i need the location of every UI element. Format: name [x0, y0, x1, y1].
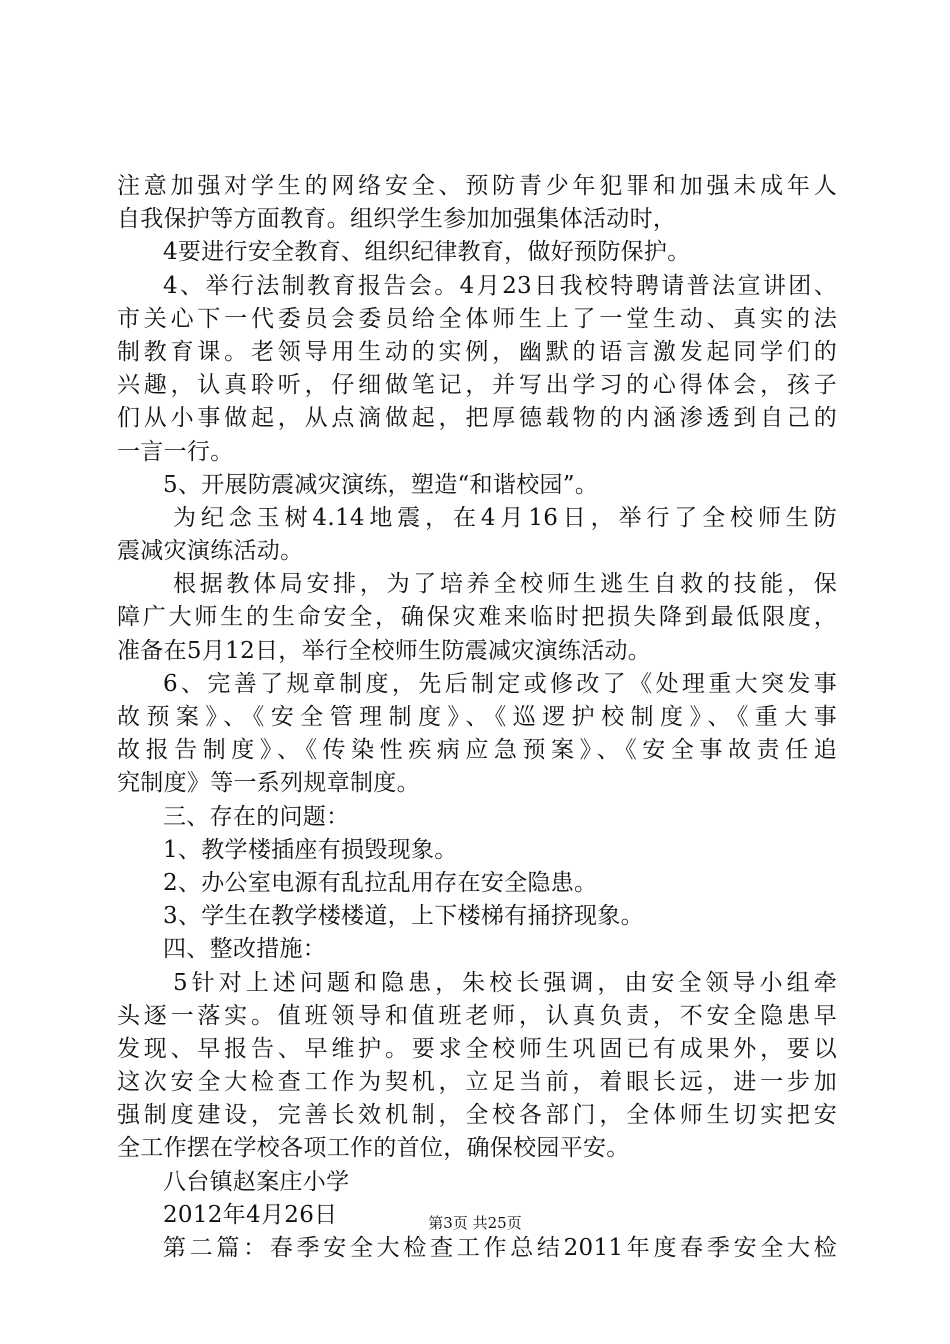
text-line: 市关心下一代委员会委员给全体师生上了一堂生动、真实的法	[117, 305, 837, 332]
text-line: 这次安全大检查工作为契机，立足当前，着眼长远，进一步加	[117, 1069, 837, 1096]
text-line: 故预案》、《安全管理制度》、《巡逻护校制度》、《重大事	[117, 704, 837, 730]
page-footer: 第3页 共25页	[428, 1214, 522, 1232]
text-line: 准备在5月12日，举行全校师生防震减灾演练活动。	[117, 637, 652, 664]
text-line: 3、学生在教学楼楼道，上下楼梯有捅挤现象。	[163, 903, 644, 930]
text-line: 们从小事做起，从点滴做起，把厚德载物的内涵渗透到自己的	[117, 405, 837, 432]
text-line: 制教育课。老领导用生动的实例，幽默的语言激发起同学们的	[117, 338, 837, 365]
text-line: 发现、早报告、早维护。要求全校师生巩固已有成果外，要以	[117, 1035, 837, 1062]
text-line: 4、举行法制教育报告会。4月23日我校特聘请普法宣讲团、	[163, 272, 837, 299]
text-line: 一言一行。	[117, 438, 234, 465]
signature-date: 2012年4月26日	[163, 1201, 338, 1228]
text-line: 第二篇：春季安全大检查工作总结2011年度春季安全大检	[163, 1235, 837, 1261]
text-line: 全工作摆在学校各项工作的首位，确保校园平安。	[117, 1135, 630, 1162]
text-line: 头逐一落实。值班领导和值班老师，认真负责，不安全隐患早	[117, 1002, 837, 1029]
section-heading: 三、存在的问题：	[163, 803, 350, 830]
text-line: 2、办公室电源有乱拉乱用存在安全隐患。	[163, 869, 598, 896]
text-line: 5、开展防震减灾演练，塑造“和谐校园”。	[163, 471, 599, 498]
text-line: 根据教体局安排，为了培养全校师生逃生自救的技能，保	[173, 571, 837, 598]
text-line: 6、完善了规章制度，先后制定或修改了《处理重大突发事	[163, 670, 837, 697]
text-line: 兴趣，认真聆听，仔细做笔记，并写出学习的心得体会，孩子	[117, 372, 837, 399]
text-line: 障广大师生的生命安全，确保灾难来临时把损失降到最低限度，	[117, 604, 837, 631]
document-body	[117, 170, 837, 1265]
section-heading: 四、整改措施：	[163, 936, 327, 963]
text-line: 究制度》等一系列规章制度。	[117, 770, 420, 797]
text-line: 5针对上述问题和隐患，朱校长强调，由安全领导小组牵	[173, 969, 837, 996]
text-line: 故报告制度》、《传染性疾病应急预案》、《安全事故责任追	[117, 737, 837, 764]
text-line: 自我保护等方面教育。组织学生参加加强集体活动时，	[117, 206, 677, 233]
text-line: 1、教学楼插座有损毁现象。	[163, 836, 458, 863]
text-line: 震减灾演练活动。	[117, 538, 304, 565]
text-line: 为纪念玉树4.14地震，在4月16日，举行了全校师生防	[173, 504, 837, 531]
text-line: 4要进行安全教育、组织纪律教育，做好预防保护。	[163, 239, 691, 266]
text-line: 强制度建设，完善长效机制，全校各部门，全体师生切实把安	[117, 1102, 837, 1129]
text-line: 注意加强对学生的网络安全、预防青少年犯罪和加强未成年人	[117, 173, 837, 199]
signature-school: 八台镇赵案庄小学	[163, 1168, 350, 1195]
